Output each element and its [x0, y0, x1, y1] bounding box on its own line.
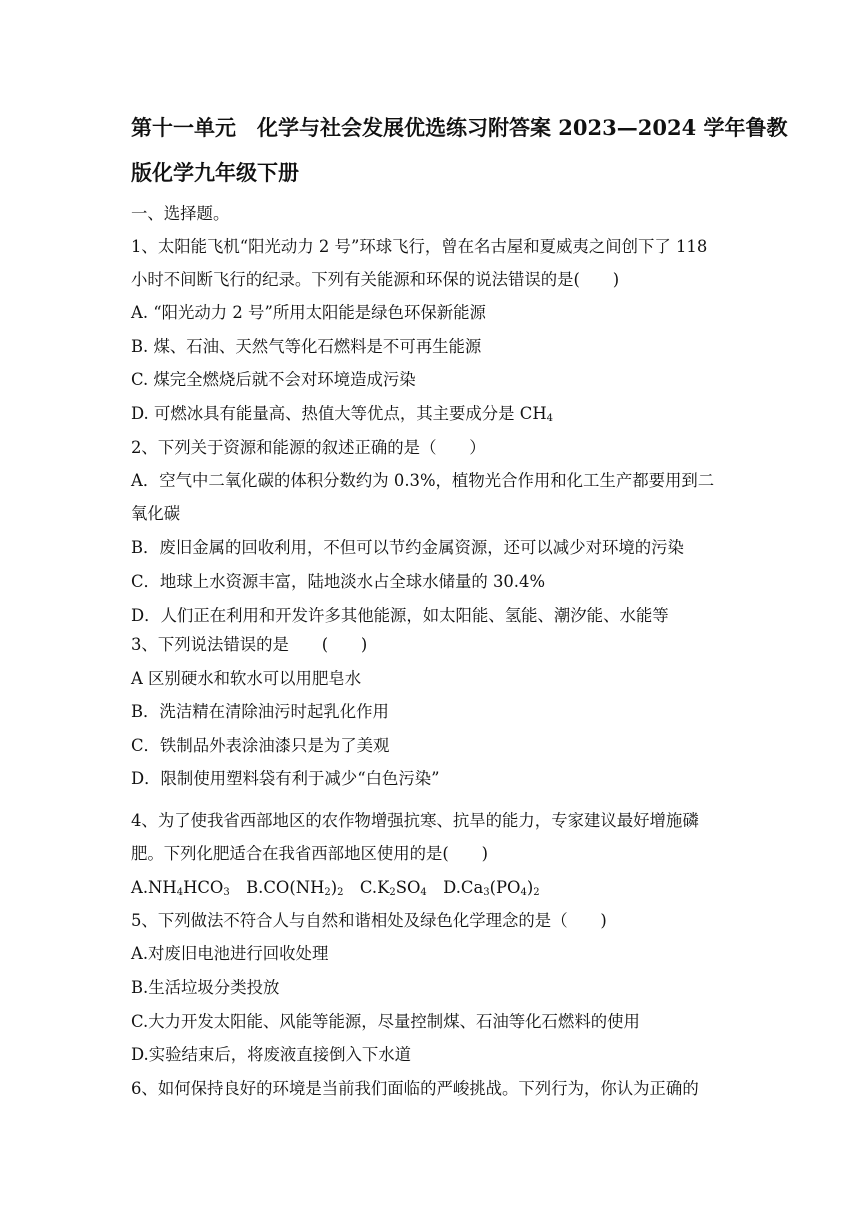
question-2-option-a-line-1: A．空气中二氧化碳的体积分数约为 0.3%，植物光合作用和化工生产都要用到二 — [131, 471, 715, 490]
subscript: 3 — [483, 887, 490, 898]
question-3-option-c: C．铁制品外表涂油漆只是为了美观 — [131, 736, 390, 755]
question-2-option-d: D．人们正在利用和开发许多其他能源，如太阳能、氢能、潮汐能、水能等 — [131, 606, 669, 625]
question-5-stem: 5、下列做法不符合人与自然和谐相处及绿色化学理念的是（ ) — [131, 911, 607, 930]
question-5-option-a: A.对废旧电池进行回收处理 — [131, 944, 329, 963]
option-text: SO — [395, 878, 421, 897]
question-3-option-d: D．限制使用塑料袋有利于减少“白色污染” — [131, 769, 440, 788]
question-3-stem: 3、下列说法错误的是 ( ) — [131, 635, 368, 654]
section-heading: 一、选择题。 — [131, 204, 230, 223]
subscript: 4 — [420, 887, 427, 898]
question-4-stem-line-1: 4、为了使我省西部地区的农作物增强抗寒、抗旱的能力，专家建议最好增施磷 — [131, 811, 699, 830]
subscript: 4 — [546, 413, 553, 424]
question-2-option-a-line-2: 氧化碳 — [131, 504, 181, 523]
document-title-line-2: 版化学九年级下册 — [131, 160, 299, 185]
question-2-option-c: C．地球上水资源丰富，陆地淡水占全球水储量的 30.4% — [131, 572, 546, 591]
question-2-option-b: B．废旧金属的回收利用，不但可以节约金属资源，还可以减少对环境的污染 — [131, 538, 684, 557]
subscript: 3 — [223, 887, 230, 898]
question-1-stem-line-1: 1、太阳能飞机“阳光动力 2 号”环球飞行，曾在名古屋和夏威夷之间创下了 118 — [131, 237, 708, 256]
question-1-option-a: A. “阳光动力 2 号”所用太阳能是绿色环保新能源 — [131, 303, 486, 322]
subscript: 2 — [337, 887, 344, 898]
question-4-options — [131, 879, 741, 897]
question-1-option-b: B. 煤、石油、天然气等化石燃料是不可再生能源 — [131, 337, 482, 356]
question-4-stem-line-2: 肥。下列化肥适合在我省西部地区使用的是( ) — [131, 844, 488, 863]
option-text: (PO — [489, 878, 521, 897]
question-3-option-a: A 区别硬水和软水可以用肥皂水 — [131, 669, 362, 688]
option-text: A.NH — [131, 878, 177, 897]
question-1-stem-line-2: 小时不间断飞行的纪录。下列有关能源和环保的说法错误的是( ) — [131, 270, 620, 289]
question-2-stem: 2、下列关于资源和能源的叙述正确的是（ ） — [131, 438, 486, 457]
option-text: B.CO(NH — [229, 878, 325, 897]
subscript: 4 — [176, 887, 184, 898]
question-1-option-c: C. 煤完全燃烧后就不会对环境造成污染 — [131, 370, 416, 389]
question-5-option-b: B.生活垃圾分类投放 — [131, 978, 280, 997]
option-text: HCO — [183, 878, 224, 897]
option-text: C.K — [343, 878, 390, 897]
question-6-stem: 6、如何保持良好的环境是当前我们面临的严峻挑战。下列行为，你认为正确的 — [131, 1079, 699, 1098]
subscript: 4 — [520, 887, 527, 898]
question-1-option-d — [131, 405, 741, 423]
question-5-option-c: C.大力开发太阳能、风能等能源，尽量控制煤、石油等化石燃料的使用 — [131, 1012, 640, 1031]
option-text: D.Ca — [426, 878, 484, 897]
subscript: 2 — [389, 887, 396, 898]
option-text: ) — [526, 878, 534, 897]
question-3-option-b: B．洗洁精在清除油污时起乳化作用 — [131, 702, 389, 721]
subscript: 2 — [533, 887, 540, 898]
question-1-option-d-text: D. 可燃冰具有能量高、热值大等优点，其主要成分是 CH — [131, 404, 547, 423]
question-5-option-d: D.实验结束后，将废液直接倒入下水道 — [131, 1045, 412, 1064]
document-title-line-1: 第十一单元 化学与社会发展优选练习附答案 2023—2024 学年鲁教 — [131, 115, 788, 140]
option-text: ) — [330, 878, 338, 897]
subscript: 2 — [324, 887, 331, 898]
